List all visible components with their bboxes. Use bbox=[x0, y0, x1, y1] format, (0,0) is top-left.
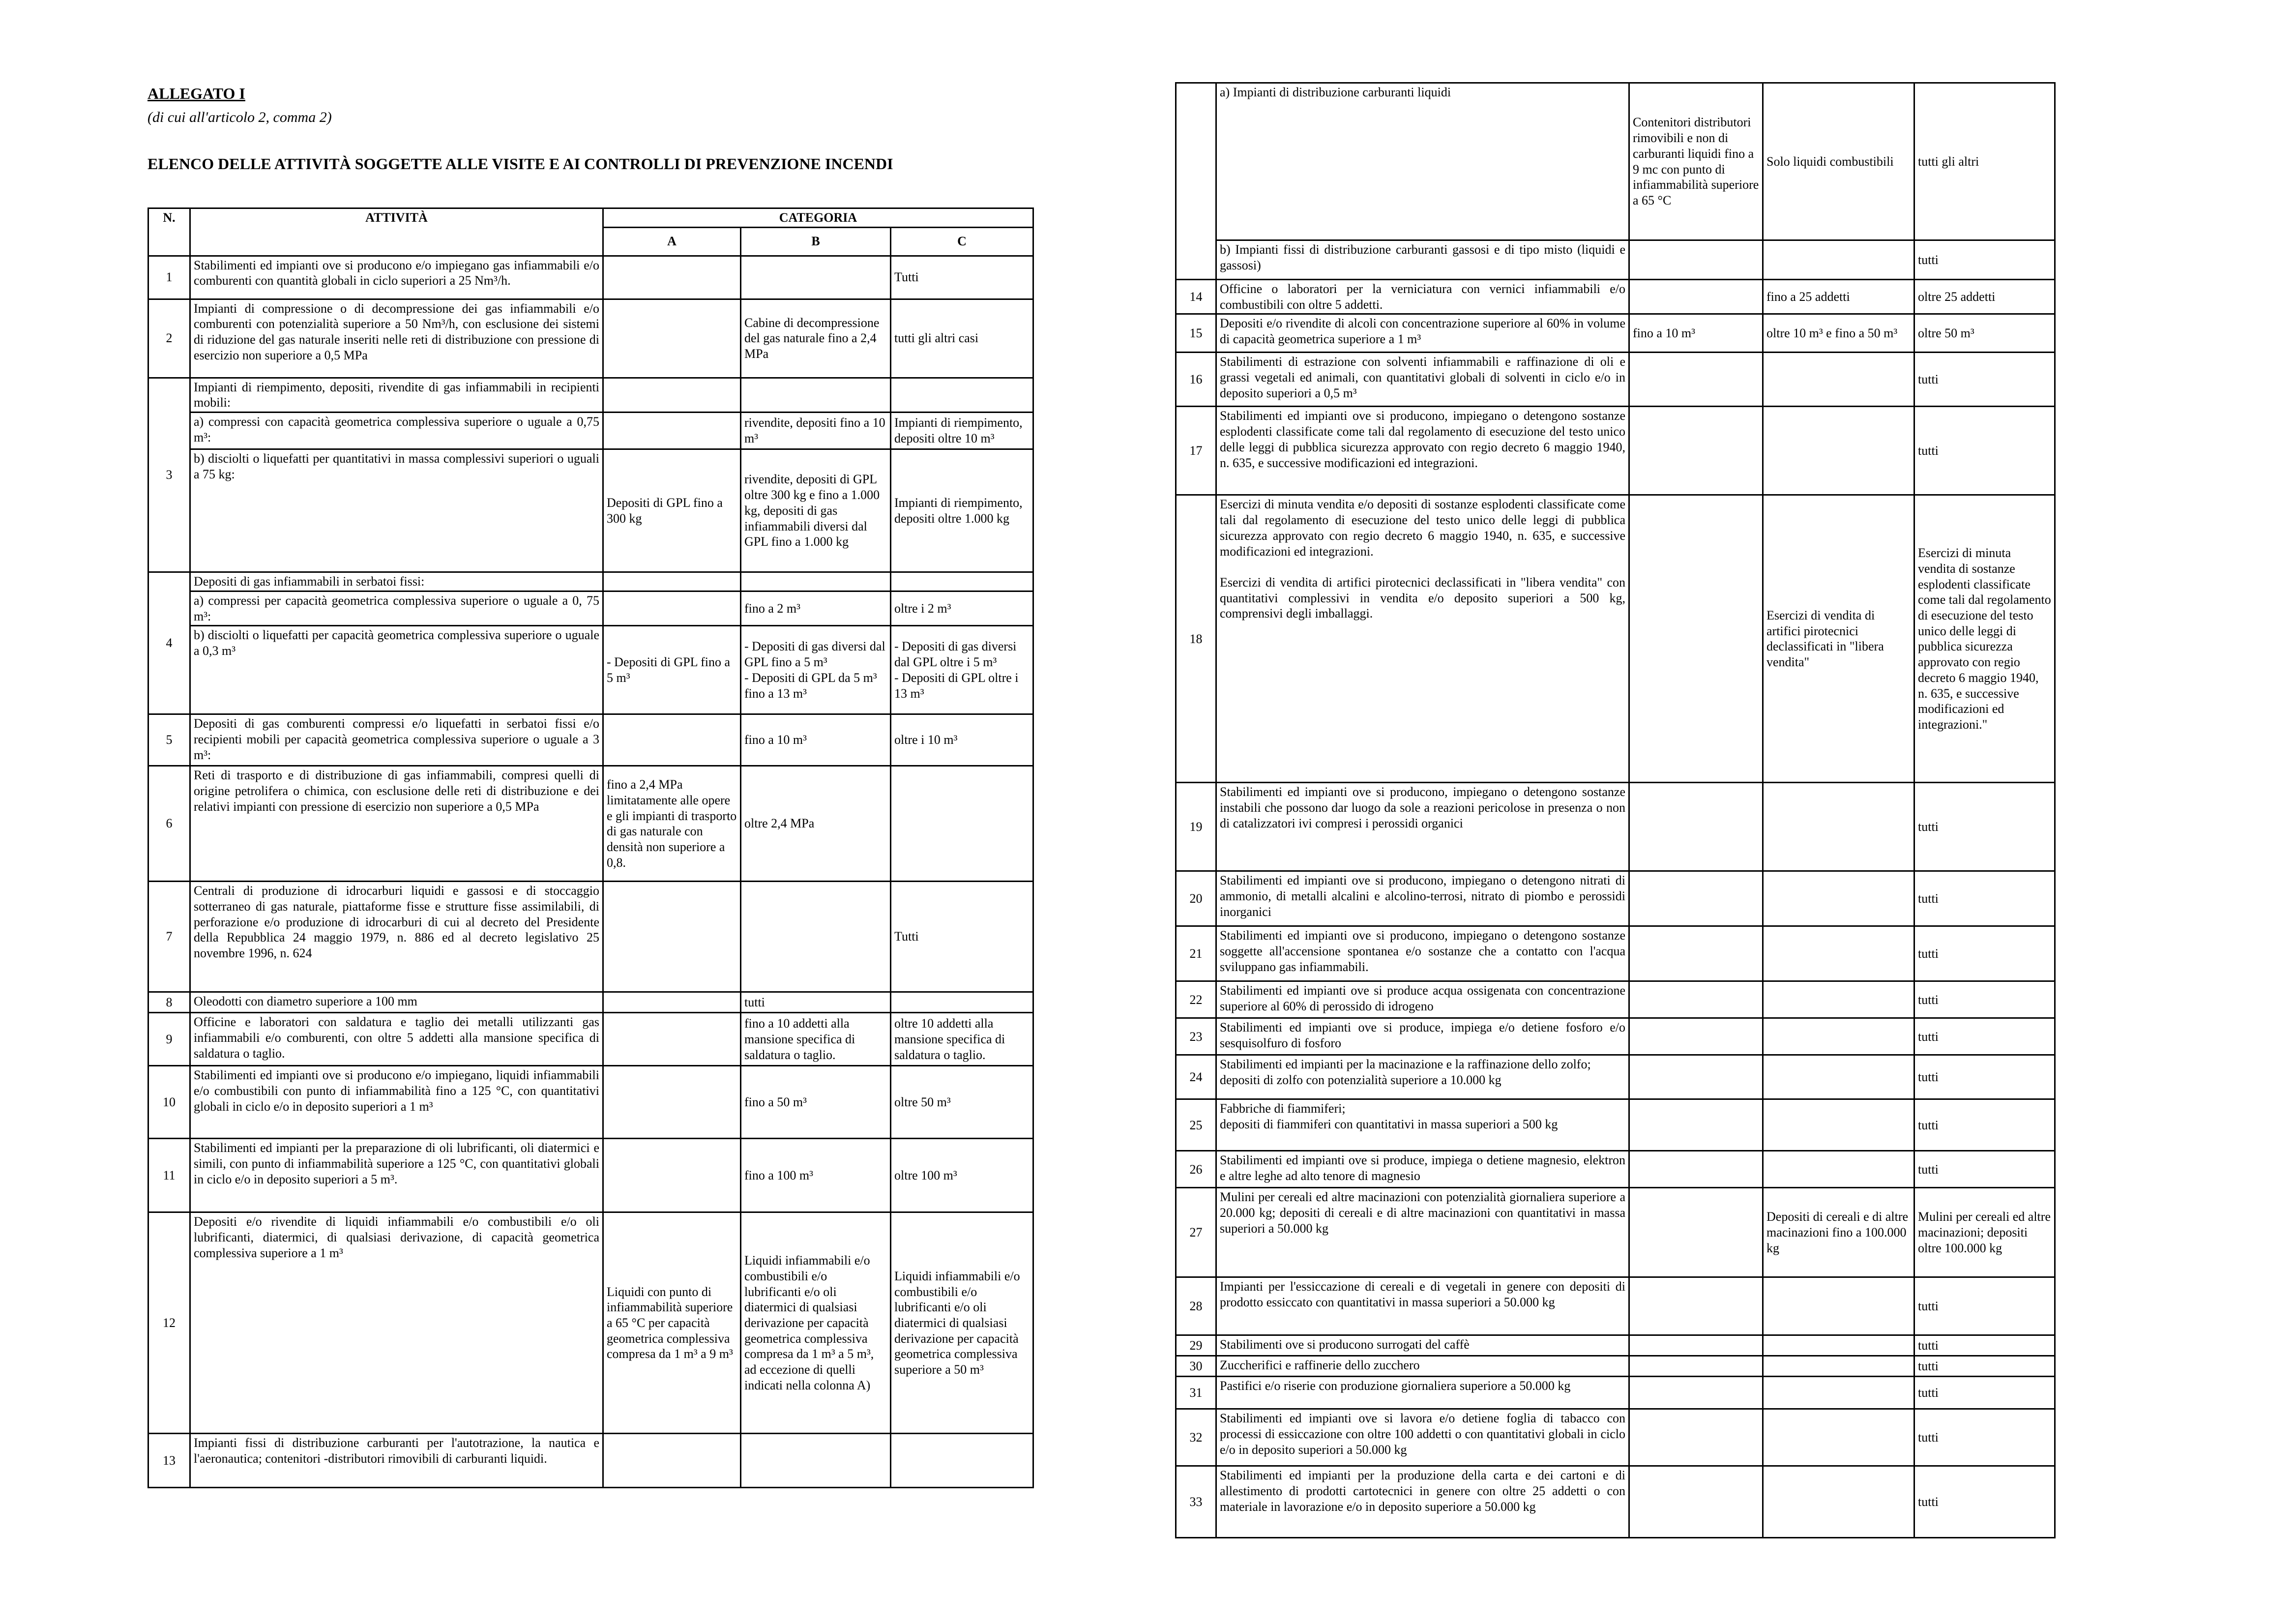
category-c-cell: tutti bbox=[1914, 407, 2055, 495]
activity-cell: Zuccherifici e raffinerie dello zucchero bbox=[1216, 1356, 1629, 1377]
row-number: 1 bbox=[148, 256, 190, 299]
activity-cell: Stabilimenti ed impianti ove si producono, impiegano o detengono sostanze soggette all'accensione spontanea e/o sostanze che a contatto con l'acqua sviluppano gas infiammabili. bbox=[1216, 926, 1629, 981]
activities-table-left bbox=[147, 207, 1034, 1488]
table-row bbox=[1176, 1018, 2055, 1055]
row-number: 32 bbox=[1176, 1409, 1216, 1466]
category-b-cell bbox=[1763, 1099, 1914, 1151]
category-b-cell bbox=[741, 572, 891, 591]
row-number: 3 bbox=[148, 378, 190, 572]
category-a-cell bbox=[1629, 407, 1763, 495]
activity-cell: Stabilimenti ed impianti ove si produce, impiega o detiene magnesio, elektron e altre leghe ad alto tenore di magnesio bbox=[1216, 1151, 1629, 1188]
category-b-cell bbox=[1763, 783, 1914, 871]
table-body-left bbox=[148, 256, 1033, 1488]
category-c-cell bbox=[891, 572, 1033, 591]
activity-cell: Depositi di gas comburenti compressi e/o liquefatti in serbatoi fissi e/o recipienti mobili per capacità geometrica complessiva superiore o uguale a 3 m³: bbox=[190, 714, 603, 766]
activity-cell: Pastifici e/o riserie con produzione giornaliera superiore a 50.000 kg bbox=[1216, 1377, 1629, 1409]
category-a-cell: Liquidi con punto di infiammabilità superiore a 65 °C per capacità geometrica complessiva compresa da 1 m³ a 9 m³ bbox=[603, 1212, 741, 1434]
row-number: 2 bbox=[148, 299, 190, 378]
category-a-cell bbox=[1629, 1055, 1763, 1099]
activity-cell: Impianti per l'essiccazione di cereali e di vegetali in genere con depositi di prodotto essiccato con quantitativi in massa superiori a 50.000 kg bbox=[1216, 1277, 1629, 1335]
category-a-cell bbox=[603, 992, 741, 1013]
table-row bbox=[1176, 1151, 2055, 1188]
activity-cell: a) compressi con capacità geometrica complessiva superiore o uguale a 0,75 m³: bbox=[190, 413, 603, 449]
row-number: 27 bbox=[1176, 1188, 1216, 1277]
table-row bbox=[1176, 871, 2055, 926]
table-row bbox=[148, 572, 1033, 591]
category-a-cell bbox=[1629, 280, 1763, 314]
category-b-cell bbox=[1763, 871, 1914, 926]
activity-cell: Stabilimenti ed impianti per la produzione della carta e dei cartoni e di allestimento di prodotti cartotecnici in genere con oltre 25 addetti o con materiale in lavorazione e/o in deposito superiore a 50.000 kg bbox=[1216, 1466, 1629, 1538]
row-number: 21 bbox=[1176, 926, 1216, 981]
activity-cell: Oleodotti con diametro superiore a 100 mm bbox=[190, 992, 603, 1013]
activity-cell: Stabilimenti ed impianti ove si producono, impiegano o detengono sostanze esplodenti classificate come tali dal regolamento di esecuzione del testo unico delle leggi di pubblica sicurezza approvato con regio decreto 6 maggio 1940, n. 635, e successive modificazioni ed integrazioni. bbox=[1216, 407, 1629, 495]
table-row bbox=[1176, 314, 2055, 353]
category-b-cell bbox=[1763, 407, 1914, 495]
activity-cell: Stabilimenti di estrazione con solventi infiammabili e raffinazione di oli e grassi vegetali ed animali, con quantitativi globali di solventi in ciclo e/o in deposito superiori a 0,5 m³ bbox=[1216, 353, 1629, 407]
category-c-cell: tutti bbox=[1914, 783, 2055, 871]
table-row bbox=[1176, 1377, 2055, 1409]
category-c-cell: Esercizi di minuta vendita di sostanze esplodenti classificate come tali dal regolamento di esecuzione del testo unico delle leggi di pubblica sicurezza approvato con regio decreto 6 maggio 1940, n. 635, e successive modificazioni ed integrazioni." bbox=[1914, 495, 2055, 783]
row-number: 29 bbox=[1176, 1335, 1216, 1356]
table-row bbox=[1176, 783, 2055, 871]
row-number: 15 bbox=[1176, 314, 1216, 353]
category-a-cell bbox=[603, 256, 741, 299]
table-row bbox=[1176, 1409, 2055, 1466]
category-a-cell bbox=[1629, 1377, 1763, 1409]
annex-title: ALLEGATO I bbox=[147, 85, 245, 102]
row-number: 23 bbox=[1176, 1018, 1216, 1055]
activity-cell: Stabilimenti ed impianti ove si producono e/o impiegano, liquidi infiammabili e/o combustibili con punto di infiammabilità fino a 125 °C, con quantitativi globali in ciclo e/o in deposito superiori a 1 m³ bbox=[190, 1066, 603, 1139]
category-a-cell bbox=[1629, 871, 1763, 926]
document-heading: ELENCO DELLE ATTIVITÀ SOGGETTE ALLE VISITE E AI CONTROLLI DI PREVENZIONE INCENDI bbox=[147, 155, 893, 173]
category-c-cell: Mulini per cereali ed altre macinazioni; depositi oltre 100.000 kg bbox=[1914, 1188, 2055, 1277]
category-b-cell: Liquidi infiammabili e/o combustibili e/o lubrificanti e/o oli diatermici di qualsiasi derivazione per capacità geometrica complessiva compresa da 1 m³ a 5 m³, ad eccezione di quelli indicati nella colonna A) bbox=[741, 1212, 891, 1434]
activity-cell: Depositi e/o rivendite di alcoli con concentrazione superiore al 60% in volume di capacità geometrica superiore a 1 m³ bbox=[1216, 314, 1629, 353]
row-number: 8 bbox=[148, 992, 190, 1013]
category-a-cell bbox=[1629, 495, 1763, 783]
category-b-cell bbox=[741, 378, 891, 412]
table-row bbox=[148, 449, 1033, 572]
table-row bbox=[148, 992, 1033, 1013]
category-c-cell: tutti bbox=[1914, 353, 2055, 407]
activity-cell: a) Impianti di distribuzione carburanti liquidi bbox=[1216, 83, 1629, 240]
category-a-cell bbox=[603, 1066, 741, 1139]
activity-cell: a) compressi per capacità geometrica complessiva superiore o uguale a 0, 75 m³: bbox=[190, 591, 603, 625]
category-b-cell: Solo liquidi combustibili bbox=[1763, 83, 1914, 240]
table-row bbox=[148, 413, 1033, 449]
category-a-cell bbox=[603, 1434, 741, 1488]
category-a-cell bbox=[1629, 783, 1763, 871]
activity-cell: Esercizi di minuta vendita e/o depositi di sostanze esplodenti classificate come tali dal regolamento di esecuzione del testo unico delle leggi di pubblica sicurezza approvato con regio decreto 6 maggio 1940, n. 635, e successive modificazioni ed integrazioni. Esercizi di vendita di artifici pirotecnici declassificati in "libera vendita" con quantitativi complessivi in vendita e/o deposito superiori a 500 kg, comprensivi degli imballaggi. bbox=[1216, 495, 1629, 783]
row-number: 14 bbox=[1176, 280, 1216, 314]
category-b-cell bbox=[1763, 1335, 1914, 1356]
category-c-cell: oltre i 2 m³ bbox=[891, 591, 1033, 625]
category-c-cell: oltre 50 m³ bbox=[1914, 314, 2055, 353]
table-row bbox=[1176, 280, 2055, 314]
category-c-cell: tutti bbox=[1914, 1099, 2055, 1151]
table-row bbox=[1176, 353, 2055, 407]
activities-table-right bbox=[1175, 82, 2056, 1538]
category-a-cell: Contenitori distributori rimovibili e non di carburanti liquidi fino a 9 mc con punto di infiammabilità superiore a 65 °C bbox=[1629, 83, 1763, 240]
table-row bbox=[1176, 495, 2055, 783]
category-b-cell: fino a 10 m³ bbox=[741, 714, 891, 766]
table-row bbox=[148, 714, 1033, 766]
row-number: 5 bbox=[148, 714, 190, 766]
category-a-cell bbox=[1629, 1335, 1763, 1356]
category-c-cell: tutti gli altri casi bbox=[891, 299, 1033, 378]
category-b-cell: Cabine di decompressione del gas naturale fino a 2,4 MPa bbox=[741, 299, 891, 378]
table-row bbox=[148, 256, 1033, 299]
table-row bbox=[1176, 1188, 2055, 1277]
header-b: B bbox=[741, 227, 891, 256]
category-a-cell bbox=[603, 299, 741, 378]
category-b-cell bbox=[1763, 1466, 1914, 1538]
row-number bbox=[1176, 83, 1216, 280]
category-a-cell bbox=[1629, 1151, 1763, 1188]
category-b-cell bbox=[741, 1434, 891, 1488]
category-b-cell bbox=[1763, 1277, 1914, 1335]
category-c-cell: tutti bbox=[1914, 981, 2055, 1018]
table-row bbox=[1176, 83, 2055, 240]
category-c-cell: tutti bbox=[1914, 1466, 2055, 1538]
category-a-cell bbox=[603, 591, 741, 625]
category-c-cell bbox=[891, 766, 1033, 882]
activity-cell: b) disciolti o liquefatti per capacità geometrica complessiva superiore o uguale a 0,3 m³ bbox=[190, 626, 603, 714]
activity-cell: Stabilimenti ed impianti ove si producono, impiegano o detengono sostanze instabili che possono dar luogo da sole a reazioni pericolose in presenza o non di catalizzatori ivi compresi i perossidi organici bbox=[1216, 783, 1629, 871]
category-c-cell: oltre 10 addetti alla mansione specifica di saldatura o taglio. bbox=[891, 1013, 1033, 1066]
header-a: A bbox=[603, 227, 741, 256]
category-c-cell: oltre i 10 m³ bbox=[891, 714, 1033, 766]
category-a-cell bbox=[1629, 1356, 1763, 1377]
category-b-cell: Esercizi di vendita di artifici pirotecnici declassificati in "libera vendita" bbox=[1763, 495, 1914, 783]
category-c-cell: Impianti di riempimento, depositi oltre 1.000 kg bbox=[891, 449, 1033, 572]
row-number: 17 bbox=[1176, 407, 1216, 495]
activity-cell: Stabilimenti ed impianti ove si produce, impiega e/o detiene fosforo e/o sesquisolfuro di fosforo bbox=[1216, 1018, 1629, 1055]
category-c-cell: Tutti bbox=[891, 882, 1033, 992]
category-a-cell bbox=[603, 714, 741, 766]
table-row bbox=[1176, 1277, 2055, 1335]
table-row bbox=[148, 1013, 1033, 1066]
row-number: 26 bbox=[1176, 1151, 1216, 1188]
category-c-cell: oltre 100 m³ bbox=[891, 1139, 1033, 1212]
activity-cell: Depositi di gas infiammabili in serbatoi fissi: bbox=[190, 572, 603, 591]
category-b-cell: rivendite, depositi fino a 10 m³ bbox=[741, 413, 891, 449]
category-a-cell bbox=[1629, 240, 1763, 280]
table-row bbox=[1176, 1356, 2055, 1377]
category-c-cell: tutti bbox=[1914, 1409, 2055, 1466]
header-category: CATEGORIA bbox=[603, 208, 1033, 228]
category-c-cell: tutti bbox=[1914, 871, 2055, 926]
row-number: 20 bbox=[1176, 871, 1216, 926]
table-row bbox=[148, 882, 1033, 992]
activity-cell: Stabilimenti ed impianti ove si lavora e/o detiene foglia di tabacco con processi di essiccazione con oltre 100 addetti o con quantitativi globali in ciclo e/o in deposito superiori a 50.000 kg bbox=[1216, 1409, 1629, 1466]
table-row bbox=[148, 591, 1033, 625]
category-c-cell: Tutti bbox=[891, 256, 1033, 299]
category-c-cell: tutti gli altri bbox=[1914, 83, 2055, 240]
row-number: 30 bbox=[1176, 1356, 1216, 1377]
activity-cell: b) disciolti o liquefatti per quantitativi in massa complessivi superiori o uguali a 75 kg: bbox=[190, 449, 603, 572]
row-number: 4 bbox=[148, 572, 190, 714]
category-a-cell: fino a 2,4 MPa limitatamente alle opere e gli impianti di trasporto di gas naturale con densità non superiore a 0,8. bbox=[603, 766, 741, 882]
row-number: 9 bbox=[148, 1013, 190, 1066]
activity-cell: Impianti di compressione o di decompressione dei gas infiammabili e/o comburenti con potenzialità superiore a 50 Nm³/h, con esclusione dei sistemi di riduzione del gas naturale inseriti nelle reti di distribuzione con pressione di esercizio non superiore a 0,5 MPa bbox=[190, 299, 603, 378]
table-row bbox=[1176, 1055, 2055, 1099]
row-number: 19 bbox=[1176, 783, 1216, 871]
category-b-cell bbox=[1763, 240, 1914, 280]
category-c-cell: tutti bbox=[1914, 1335, 2055, 1356]
table-row bbox=[1176, 1466, 2055, 1538]
activity-cell: Stabilimenti ed impianti ove si producono, impiegano o detengono nitrati di ammonio, di metalli alcalini e alcolino-terrosi, nitrato di piombo e perossidi inorganici bbox=[1216, 871, 1629, 926]
category-c-cell: Impianti di riempimento, depositi oltre 10 m³ bbox=[891, 413, 1033, 449]
activity-cell: Stabilimenti ed impianti per la macinazione e la raffinazione dello zolfo; depositi di zolfo con potenzialità superiore a 10.000 kg bbox=[1216, 1055, 1629, 1099]
category-c-cell: Liquidi infiammabili e/o combustibili e/o lubrificanti e/o oli diatermici di qualsiasi derivazione per capacità geometrica complessiva superiore a 50 m³ bbox=[891, 1212, 1033, 1434]
category-c-cell: tutti bbox=[1914, 1151, 2055, 1188]
table-row bbox=[148, 299, 1033, 378]
activity-cell: Reti di trasporto e di distribuzione di gas infiammabili, compresi quelli di origine petrolifera o chimica, con esclusione delle reti di distribuzione e dei relativi impianti con pressione di esercizio non superiore a 0,5 MPa bbox=[190, 766, 603, 882]
category-a-cell bbox=[1629, 926, 1763, 981]
category-a-cell: - Depositi di GPL fino a 5 m³ bbox=[603, 626, 741, 714]
table-row bbox=[148, 626, 1033, 714]
category-b-cell bbox=[1763, 353, 1914, 407]
category-a-cell bbox=[1629, 1099, 1763, 1151]
category-b-cell: fino a 2 m³ bbox=[741, 591, 891, 625]
category-c-cell: tutti bbox=[1914, 240, 2055, 280]
category-c-cell: oltre 50 m³ bbox=[891, 1066, 1033, 1139]
activity-cell: Stabilimenti ed impianti ove si producono e/o impiegano gas infiammabili e/o comburenti con quantità globali in ciclo superiori a 25 Nm³/h. bbox=[190, 256, 603, 299]
row-number: 6 bbox=[148, 766, 190, 882]
category-b-cell: oltre 10 m³ e fino a 50 m³ bbox=[1763, 314, 1914, 353]
category-b-cell bbox=[1763, 1055, 1914, 1099]
category-a-cell bbox=[1629, 353, 1763, 407]
activity-cell: Mulini per cereali ed altre macinazioni con potenzialità giornaliera superiore a 20.000 kg; depositi di cereali e di altre macinazioni con quantitativi in massa superiori a 50.000 kg bbox=[1216, 1188, 1629, 1277]
category-c-cell: oltre 25 addetti bbox=[1914, 280, 2055, 314]
category-b-cell bbox=[1763, 926, 1914, 981]
table-row bbox=[1176, 981, 2055, 1018]
category-b-cell: fino a 100 m³ bbox=[741, 1139, 891, 1212]
category-a-cell bbox=[1629, 1018, 1763, 1055]
header-n: N. bbox=[148, 208, 190, 256]
category-c-cell: - Depositi di gas diversi dal GPL oltre i 5 m³ - Depositi di GPL oltre i 13 m³ bbox=[891, 626, 1033, 714]
category-a-cell bbox=[603, 378, 741, 412]
activity-cell: Stabilimenti ed impianti ove si produce acqua ossigenata con concentrazione superiore al 60% di perossido di idrogeno bbox=[1216, 981, 1629, 1018]
row-number: 11 bbox=[148, 1139, 190, 1212]
row-number: 31 bbox=[1176, 1377, 1216, 1409]
category-c-cell: tutti bbox=[1914, 1356, 2055, 1377]
category-b-cell bbox=[1763, 1018, 1914, 1055]
table-row bbox=[148, 1139, 1033, 1212]
activity-cell: Centrali di produzione di idrocarburi liquidi e gassosi e di stoccaggio sotterraneo di gas naturale, piattaforme fisse e strutture fisse assimilabili, di perforazione e/o produzione di idrocarburi di cui al decreto del Presidente della Repubblica 24 maggio 1979, n. 886 ed al decreto legislativo 25 novembre 1996, n. 624 bbox=[190, 882, 603, 992]
category-b-cell: - Depositi di gas diversi dal GPL fino a 5 m³ - Depositi di GPL da 5 m³ fino a 13 m³ bbox=[741, 626, 891, 714]
row-number: 18 bbox=[1176, 495, 1216, 783]
activity-cell: Impianti di riempimento, depositi, rivendite di gas infiammabili in recipienti mobili: bbox=[190, 378, 603, 412]
row-number: 13 bbox=[148, 1434, 190, 1488]
category-b-cell: fino a 25 addetti bbox=[1763, 280, 1914, 314]
category-a-cell bbox=[603, 572, 741, 591]
category-c-cell bbox=[891, 992, 1033, 1013]
table-row bbox=[148, 1066, 1033, 1139]
activity-cell: Impianti fissi di distribuzione carburanti per l'autotrazione, la nautica e l'aeronautica; contenitori -distributori rimovibili di carburanti liquidi. bbox=[190, 1434, 603, 1488]
category-b-cell: fino a 50 m³ bbox=[741, 1066, 891, 1139]
category-a-cell bbox=[1629, 1409, 1763, 1466]
category-b-cell: Depositi di cereali e di altre macinazioni fino a 100.000 kg bbox=[1763, 1188, 1914, 1277]
category-a-cell bbox=[603, 882, 741, 992]
category-a-cell bbox=[1629, 981, 1763, 1018]
table-row bbox=[1176, 240, 2055, 280]
category-b-cell bbox=[1763, 1409, 1914, 1466]
category-b-cell bbox=[741, 882, 891, 992]
category-a-cell: Depositi di GPL fino a 300 kg bbox=[603, 449, 741, 572]
table-row bbox=[148, 766, 1033, 882]
category-b-cell bbox=[1763, 1151, 1914, 1188]
category-b-cell bbox=[1763, 1377, 1914, 1409]
activity-cell: Stabilimenti ove si producono surrogati del caffè bbox=[1216, 1335, 1629, 1356]
category-c-cell: tutti bbox=[1914, 926, 2055, 981]
category-c-cell: tutti bbox=[1914, 1277, 2055, 1335]
category-b-cell: rivendite, depositi di GPL oltre 300 kg e fino a 1.000 kg, depositi di gas infiammabili diversi dal GPL fino a 1.000 kg bbox=[741, 449, 891, 572]
category-b-cell bbox=[741, 256, 891, 299]
category-a-cell bbox=[603, 1013, 741, 1066]
activity-cell: b) Impianti fissi di distribuzione carburanti gassosi e di tipo misto (liquidi e gassosi) bbox=[1216, 240, 1629, 280]
row-number: 22 bbox=[1176, 981, 1216, 1018]
header-c: C bbox=[891, 227, 1033, 256]
row-number: 12 bbox=[148, 1212, 190, 1434]
table-row bbox=[1176, 926, 2055, 981]
row-number: 25 bbox=[1176, 1099, 1216, 1151]
category-a-cell bbox=[1629, 1466, 1763, 1538]
category-a-cell: fino a 10 m³ bbox=[1629, 314, 1763, 353]
category-b-cell: oltre 2,4 MPa bbox=[741, 766, 891, 882]
category-c-cell bbox=[891, 378, 1033, 412]
row-number: 28 bbox=[1176, 1277, 1216, 1335]
category-b-cell bbox=[1763, 981, 1914, 1018]
table-row bbox=[1176, 1099, 2055, 1151]
category-a-cell bbox=[603, 413, 741, 449]
category-a-cell bbox=[603, 1139, 741, 1212]
row-number: 16 bbox=[1176, 353, 1216, 407]
category-b-cell: tutti bbox=[741, 992, 891, 1013]
category-b-cell: fino a 10 addetti alla mansione specifica di saldatura o taglio. bbox=[741, 1013, 891, 1066]
table-row bbox=[148, 1434, 1033, 1488]
category-a-cell bbox=[1629, 1277, 1763, 1335]
row-number: 24 bbox=[1176, 1055, 1216, 1099]
table-row bbox=[148, 378, 1033, 412]
category-a-cell bbox=[1629, 1188, 1763, 1277]
table-row bbox=[1176, 407, 2055, 495]
header-activity: ATTIVITÀ bbox=[190, 208, 603, 256]
row-number: 33 bbox=[1176, 1466, 1216, 1538]
category-c-cell: tutti bbox=[1914, 1377, 2055, 1409]
activity-cell: Stabilimenti ed impianti per la preparazione di oli lubrificanti, oli diatermici e simili, con punto di infiammabilità superiore a 125 °C, con quantitativi globali in ciclo e/o in deposito superiori a 5 m³. bbox=[190, 1139, 603, 1212]
category-c-cell: tutti bbox=[1914, 1055, 2055, 1099]
category-b-cell bbox=[1763, 1356, 1914, 1377]
category-c-cell bbox=[891, 1434, 1033, 1488]
table-row bbox=[1176, 1335, 2055, 1356]
activity-cell: Officine e laboratori con saldatura e taglio dei metalli utilizzanti gas infiammabili e/o comburenti, con oltre 5 addetti alla mansione specifica di saldatura o taglio. bbox=[190, 1013, 603, 1066]
category-c-cell: tutti bbox=[1914, 1018, 2055, 1055]
table-row bbox=[148, 1212, 1033, 1434]
row-number: 7 bbox=[148, 882, 190, 992]
activity-cell: Depositi e/o rivendite di liquidi infiammabili e/o combustibili e/o oli lubrificanti, diatermici, di qualsiasi derivazione, di capacità geometrica complessiva superiore a 1 m³ bbox=[190, 1212, 603, 1434]
table-body-right bbox=[1176, 83, 2055, 1538]
row-number: 10 bbox=[148, 1066, 190, 1139]
activity-cell: Fabbriche di fiammiferi; depositi di fiammiferi con quantitativi in massa superiori a 500 kg bbox=[1216, 1099, 1629, 1151]
annex-subtitle: (di cui all'articolo 2, comma 2) bbox=[147, 109, 332, 125]
activity-cell: Officine o laboratori per la verniciatura con vernici infiammabili e/o combustibili con oltre 5 addetti. bbox=[1216, 280, 1629, 314]
